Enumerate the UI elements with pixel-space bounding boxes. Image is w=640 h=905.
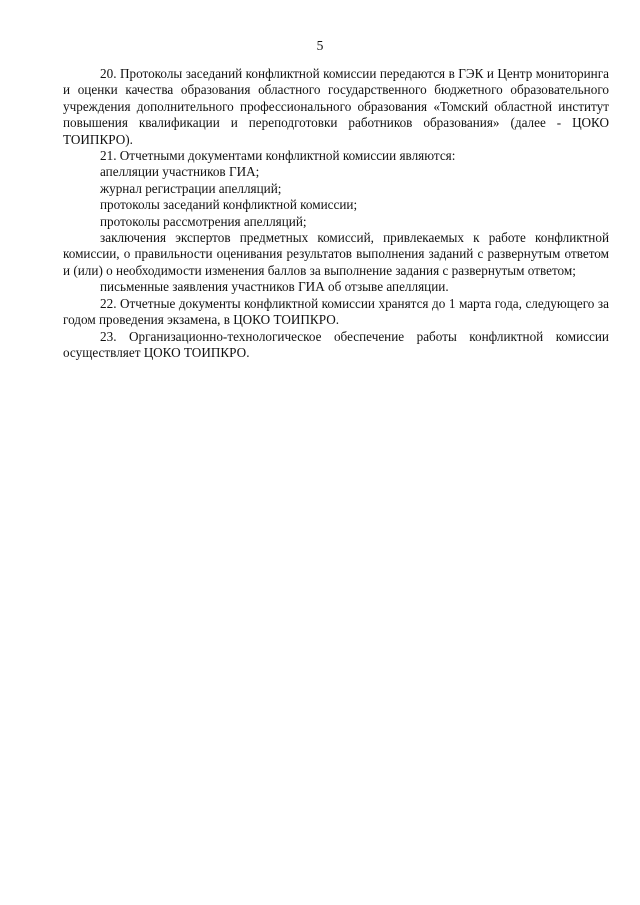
list-item-meeting-protocols: протоколы заседаний конфликтной комиссии;: [100, 197, 358, 213]
list-item-expert-conclusions: заключения экспертов предметных комиссий, привлекаемых к работе конфликтной комиссии, о правильности оценивания результатов выполнения заданий с развернутым ответом и (или) о необходимости изменения баллов за выполнение задания с развернутым ответом;: [63, 230, 609, 278]
paragraph-21: 21. Отчетными документами конфликтной комиссии являются:: [100, 148, 456, 164]
paragraph-23: 23. Организационно-технологическое обеспечение работы конфликтной комиссии осуществляет ЦОКО ТОИПКРО.: [63, 328, 609, 360]
document-body: [63, 66, 609, 361]
paragraph-22: 22. Отчетные документы конфликтной комиссии хранятся до 1 марта года, следующего за годом проведения экзамена, в ЦОКО ТОИПКРО.: [63, 295, 609, 328]
paragraph-20: 20. Протоколы заседаний конфликтной комиссии передаются в ГЭК и Центр мониторинга и оценки качества образования областного государственного бюджетного образовательного учреждения дополнительного профессионального образования «Томский областной институт повышения квалификации и переподготовки работников образования» (далее - ЦОКО ТОИПКРО).: [63, 66, 609, 147]
list-item-appeals: апелляции участников ГИА;: [100, 164, 260, 180]
page-number: 5: [316, 38, 324, 53]
list-item-withdrawal-statements: письменные заявления участников ГИА об отзыве апелляции.: [100, 279, 449, 295]
list-item-review-protocols: протоколы рассмотрения апелляций;: [100, 213, 307, 229]
list-item-registration-journal: журнал регистрации апелляций;: [100, 180, 282, 196]
